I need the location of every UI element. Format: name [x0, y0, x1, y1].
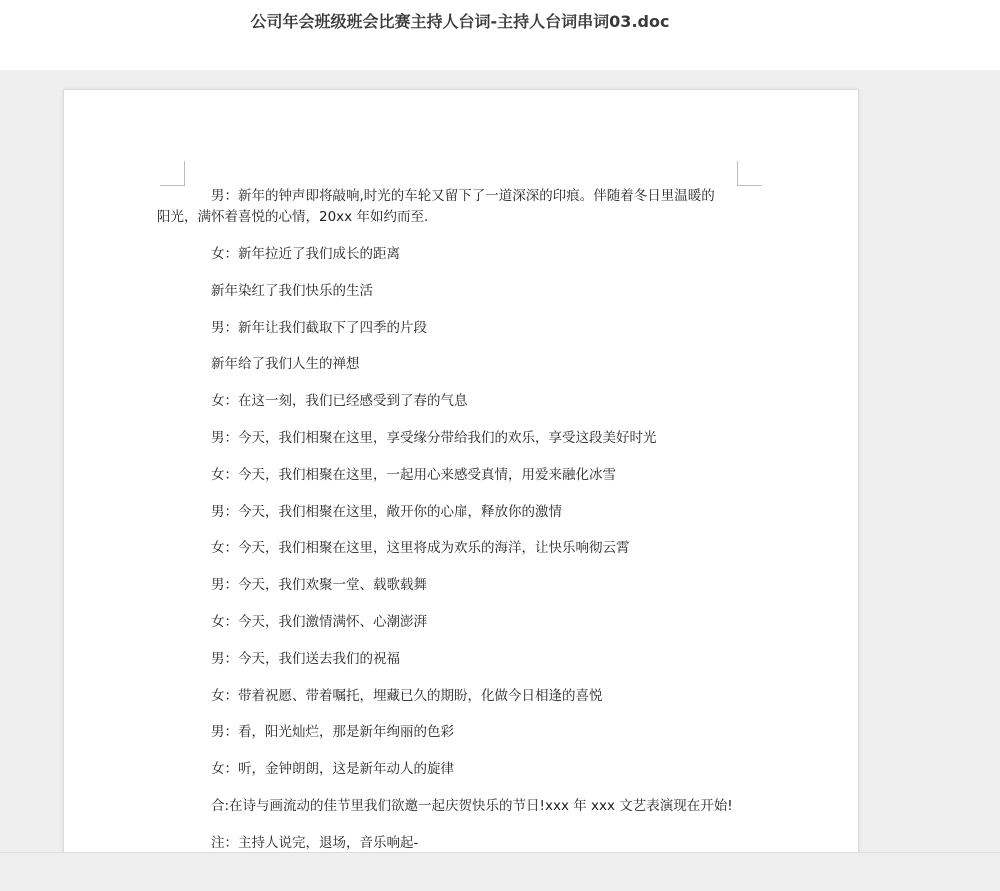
paragraph-0 [157, 186, 744, 228]
paragraph-2: 新年染红了我们快乐的生活 [211, 282, 373, 299]
crop-mark-top-right [737, 161, 762, 186]
paragraph-8: 男：今天，我们相聚在这里，敞开你的心扉，释放你的激情 [211, 503, 562, 520]
paragraph-7: 女：今天，我们相聚在这里，一起用心来感受真情，用爱来融化冰雪 [211, 466, 616, 483]
paragraph-4: 新年给了我们人生的禅想 [211, 356, 360, 373]
document-viewer[interactable] [0, 70, 1000, 852]
paragraph-1: 女：新年拉近了我们成长的距离 [211, 246, 400, 262]
paragraph-17: 注：主持人说完，退场，音乐响起- [211, 834, 419, 851]
paragraph-13: 女：带着祝愿、带着嘱托，埋藏已久的期盼，化做今日相逢的喜悦 [211, 687, 603, 704]
document-title: 公司年会班级班会比赛主持人台词-主持人台词串词03.doc [250, 12, 670, 31]
paragraph-5: 女：在这一刻，我们已经感受到了春的气息 [211, 393, 468, 410]
paragraph-12: 男：今天，我们送去我们的祝福 [211, 650, 400, 667]
paragraph-15: 女：听，金钟朗朗，这是新年动人的旋律 [211, 761, 454, 778]
paragraph-6: 男：今天，我们相聚在这里，享受缘分带给我们的欢乐，享受这段美好时光 [211, 429, 657, 446]
document-page [63, 89, 859, 852]
paragraph-9: 女：今天，我们相聚在这里，这里将成为欢乐的海洋，让快乐响彻云霄 [211, 540, 630, 557]
paragraph-11: 女：今天，我们激情满怀、心潮澎湃 [211, 613, 427, 630]
paragraph-16: 合:在诗与画流动的佳节里我们欲邀一起庆贺快乐的节日!xxx 年 xxx 文艺表演现在开始! [211, 797, 733, 814]
paragraph-3: 男：新年让我们截取下了四季的片段 [211, 319, 427, 336]
paragraph-0-line-2: 阳光，满怀着喜悦的心情，20xx 年如约而至. [157, 209, 429, 225]
paragraph-0-line-1: 男：新年的钟声即将敲响,时光的车轮又留下了一道深深的印痕。伴随着冬日里温暖的 [211, 188, 715, 204]
title-bar [0, 0, 1000, 70]
footer-bar [0, 852, 1000, 891]
paragraph-14: 男：看，阳光灿烂，那是新年绚丽的色彩 [211, 724, 454, 741]
page-content [157, 186, 744, 852]
paragraph-10: 男：今天，我们欢聚一堂、载歌载舞 [211, 577, 427, 594]
crop-mark-top-left [160, 161, 185, 186]
